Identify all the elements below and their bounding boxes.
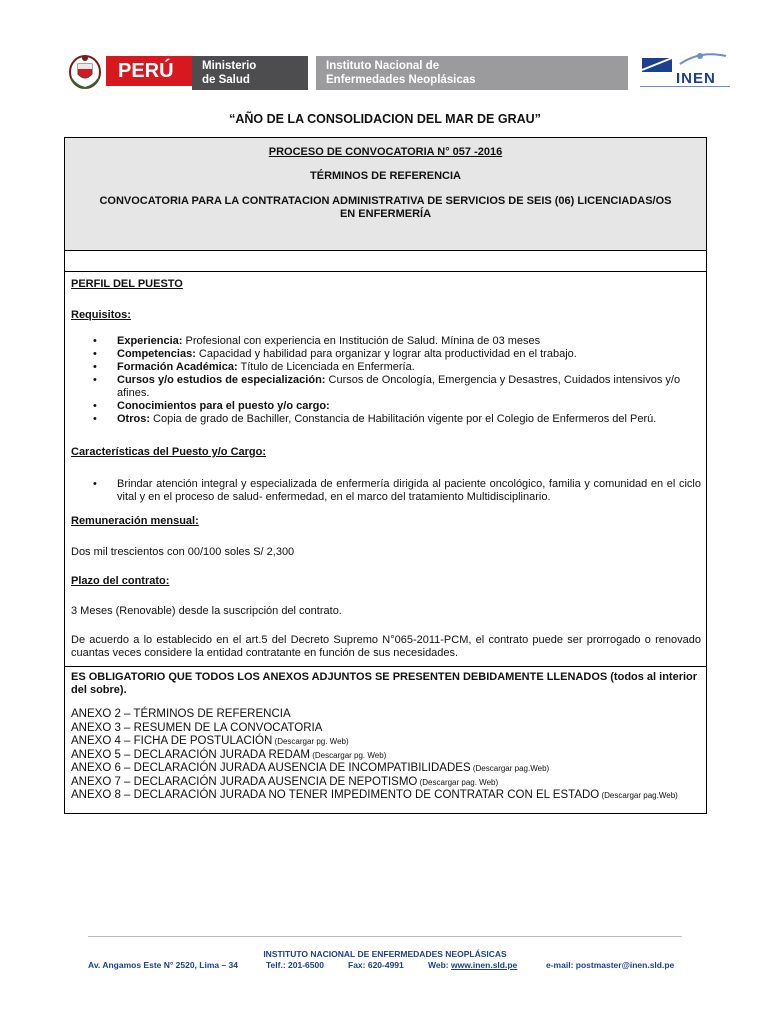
institute-line-1: Instituto Nacional de <box>326 60 440 72</box>
footer-phone: Telf.: 201-6500 <box>266 960 324 970</box>
institute-line-2: Enfermedades Neoplásicas <box>326 74 476 86</box>
inen-logo-text: INEN <box>676 70 716 87</box>
contract-term-text: 3 Meses (Renovable) desde la suscripción del contrato. <box>71 605 342 617</box>
contract-term-title: Plazo del contrato: <box>71 575 170 587</box>
list-item: • Competencias: Capacidad y habilidad para organizar y lograr alta productividad en el trabajo. <box>71 348 701 361</box>
inen-logo-rule <box>640 86 730 90</box>
ministry-line-2: de Salud <box>202 74 250 86</box>
list-item: ANEXO 3 – RESUMEN DE LA CONVOCATORIA <box>71 721 323 734</box>
annex-list <box>71 708 701 803</box>
box-header <box>65 138 706 251</box>
contract-term-note: De acuerdo a lo establecido en el art.5 del Decreto Supremo N°065-2011-PCM, el contrato puede ser prorrogado o renovado cuantas veces considere la entidad contratante en función de sus necesidades. <box>71 634 701 659</box>
list-item: • Otros: Copia de grado de Bachiller, Constancia de Habilitación vigente por el Colegio de Enfermeros del Perú. <box>71 413 701 426</box>
footer-divider <box>88 936 682 937</box>
footer-fax: Fax: 620-4991 <box>348 960 404 970</box>
convocation-line-1: CONVOCATORIA PARA LA CONTRATACION ADMINISTRATIVA DE SERVICIOS DE SEIS (06) LICENCIADAS/OS <box>99 195 672 207</box>
process-number: PROCESO DE CONVOCATORIA N° 057 -2016 <box>268 146 503 158</box>
list-item: ANEXO 6 – DECLARACIÓN JURADA AUSENCIA DE INCOMPATIBILIDADES (Descargar pag.Web) <box>71 762 550 774</box>
list-item: • Conocimientos para el puesto y/o cargo: <box>71 400 701 413</box>
profile-title: PERFIL DEL PUESTO <box>71 278 183 290</box>
list-item: • Formación Académica: Título de Licenciada en Enfermería. <box>71 361 701 374</box>
list-item: • Experiencia: Profesional con experiencia en Institución de Salud. Mínina de 03 meses <box>71 335 701 348</box>
characteristics-list <box>71 478 701 504</box>
inen-logo-icon <box>640 50 730 72</box>
list-item: ANEXO 5 – DECLARACIÓN JURADA REDAM (Descargar pg. Web) <box>71 748 387 761</box>
inen-logo <box>640 50 730 92</box>
terms-title: TÉRMINOS DE REFERENCIA <box>310 170 461 182</box>
footer-address: Av. Angamos Este N° 2520, Lima – 34 <box>88 960 239 970</box>
requirements-list <box>71 335 701 426</box>
terms-of-reference-box <box>64 137 707 814</box>
empty-row <box>65 251 706 272</box>
year-title: “AÑO DE LA CONSOLIDACION DEL MAR DE GRAU” <box>229 112 541 126</box>
document-header <box>64 50 730 92</box>
annex-divider <box>65 666 706 667</box>
institute-label <box>316 56 628 90</box>
list-item: ANEXO 7 – DECLARACIÓN JURADA AUSENCIA DE NEPOTISMO (Descargar pag. Web) <box>71 775 499 788</box>
list-item: • Brindar atención integral y especializada de enfermería dirigida al paciente oncológico, familia y comunidad en el ciclo vital y en el proceso de salud- enfermedad, en el marco del tratamiento Multidisciplinario. <box>71 478 701 504</box>
footer-web-label: Web: <box>428 960 451 970</box>
footer-web <box>428 960 517 970</box>
ministry-label <box>192 56 308 90</box>
salary-title: Remuneración mensual: <box>71 515 199 527</box>
salary-text: Dos mil trescientos con 00/100 soles S/ 2,300 <box>71 546 295 558</box>
requirements-title: Requisitos: <box>71 309 131 321</box>
list-item: • Cursos y/o estudios de especialización: Cursos de Oncología, Emergencia y Desastres, Cuidados intensivos y/o afines. <box>71 374 701 400</box>
footer-web-link[interactable]: www.inen.sld.pe <box>450 960 518 970</box>
footer-institute: INSTITUTO NACIONAL DE ENFERMEDADES NEOPLÁSICAS <box>263 949 507 959</box>
list-item: ANEXO 2 – TÉRMINOS DE REFERENCIA <box>71 708 291 720</box>
annex-notice: ES OBLIGATORIO QUE TODOS LOS ANEXOS ADJUNTOS SE PRESENTEN DEBIDAMENTE LLENADOS (todos al interior del sobre). <box>71 671 698 696</box>
list-item: ANEXO 4 – FICHA DE POSTULACIÓN (Descargar pg. Web) <box>71 735 349 747</box>
convocation-line-2: EN ENFERMERÍA <box>339 208 432 220</box>
peru-label: PERÚ <box>106 56 250 86</box>
ministry-line-1: Ministerio <box>202 60 257 72</box>
list-item: ANEXO 8 – DECLARACIÓN JURADA NO TENER IMPEDIMENTO DE CONTRATAR CON EL ESTADO (Descargar pag.Web) <box>71 789 678 801</box>
convocation-title <box>65 195 706 221</box>
coat-of-arms-icon <box>68 52 102 90</box>
footer-email[interactable]: e-mail: postmaster@inen.sld.pe <box>546 960 675 970</box>
characteristics-title: Características del Puesto y/o Cargo: <box>71 446 267 458</box>
